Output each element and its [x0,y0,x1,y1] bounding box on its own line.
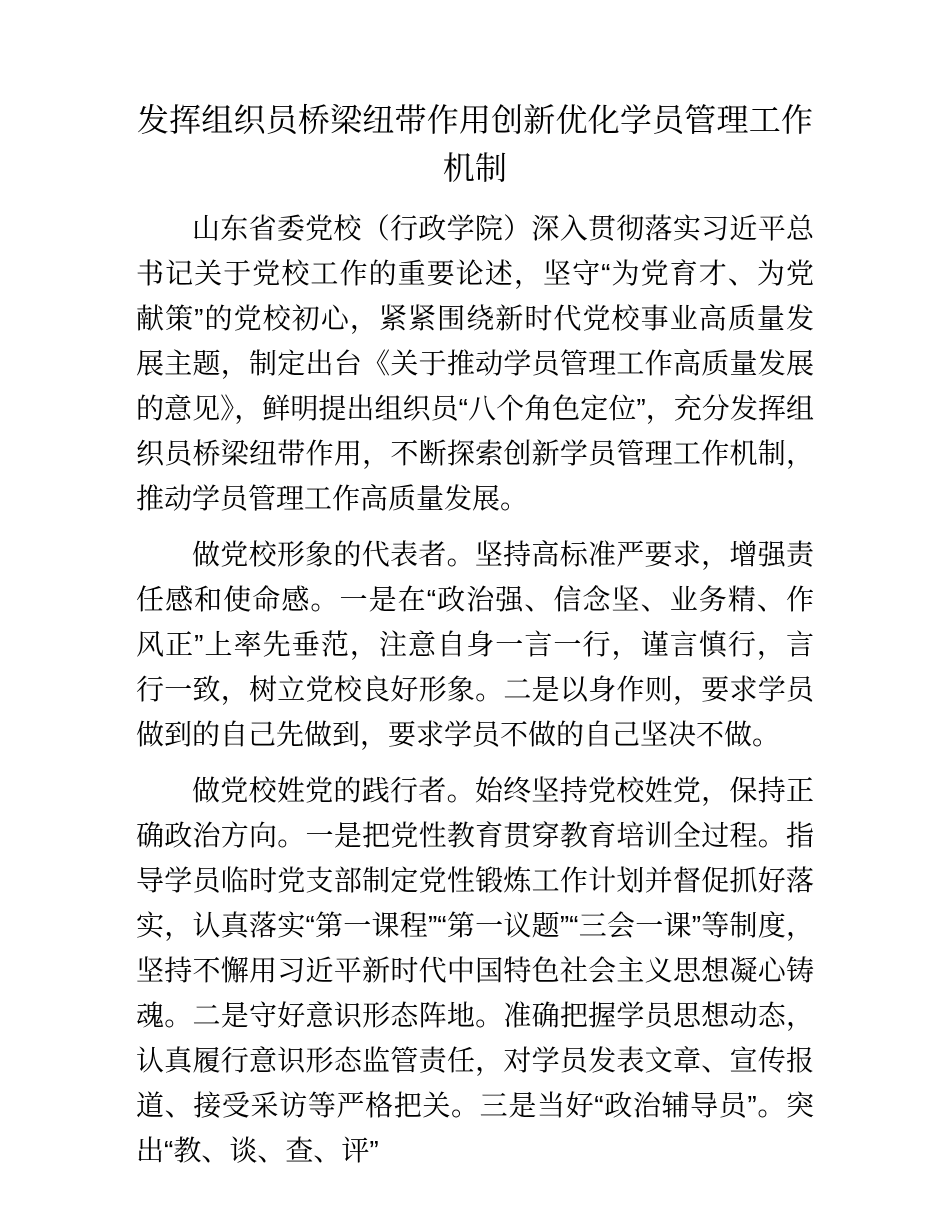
paragraph-intro: 山东省委党校（行政学院）深入贯彻落实习近平总书记关于党校工作的重要论述，坚守“为党育才、为党献策”的党校初心，紧紧围绕新时代党校事业高质量发展主题，制定出台《关于推动学员管理工作高质量发展的意见》，鲜明提出组织员“八个角色定位”，充分发挥组织员桥梁纽带作用，不断探索创新学员管理工作机制，推动学员管理工作高质量发展。 [136,213,814,514]
paragraph-image-representative: 做党校形象的代表者。坚持高标准严要求，增强责任感和使命感。一是在“政治强、信念坚、业务精、作风正”上率先垂范，注意自身一言一行，谨言慎行，言行一致，树立党校良好形象。二是以身作则，要求学员做到的自己先做到，要求学员不做的自己坚决不做。 [136,539,814,750]
paragraph-party-nature-practitioner: 做党校姓党的践行者。始终坚持党校姓党，保持正确政治方向。一是把党性教育贯穿教育培训全过程。指导学员临时党支部制定党性锻炼工作计划并督促抓好落实，认真落实“第一课程”“第一议题”“三会一课”等制度，坚持不懈用习近平新时代中国特色社会主义思想凝心铸魂。二是守好意识形态阵地。准确把握学员思想动态，认真履行意识形态监管责任，对学员发表文章、宣传报道、接受采访等严格把关。三是当好“政治辅导员”。突出“教、谈、查、评” [136,775,814,1166]
page-title: 发挥组织员桥梁纽带作用创新优化学员管理工作机制 [136,102,814,186]
document-content [136,96,814,1173]
